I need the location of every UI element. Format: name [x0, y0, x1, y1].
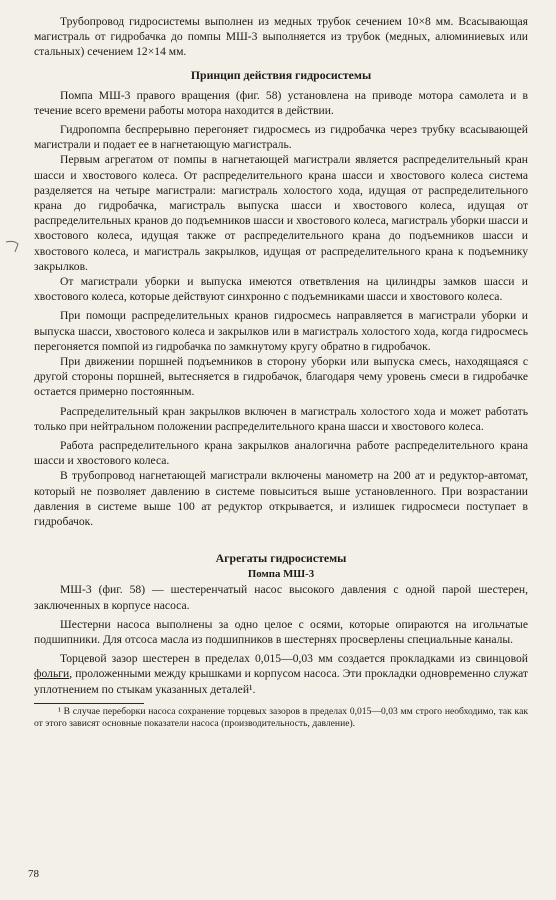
underlined-word: фольги [34, 667, 70, 681]
section-heading-principle: Принцип действия гидросистемы [190, 67, 372, 82]
footnote: ¹ В случае переборки насоса сохранение торцевых зазоров в пределах 0,015—0,03 мм строго необходимо, так как от этого зависят основные показатели насоса (производительность, давление). [34, 705, 528, 729]
paragraph-text: Торцевой зазор шестерен в пределах 0,015—0,03 мм создается прокладками из свинцовой [60, 652, 528, 666]
page-number: 78 [28, 868, 39, 880]
footnote-rule [34, 703, 144, 704]
subsection-heading-pump: Помпа МШ-3 [247, 568, 315, 581]
paragraph: В трубопровод нагнетающей магистрали включены манометр на 200 ат и редуктор-автомат, который не позволяет давлению в системе повыситься выше установленного. При возрастании давления в системе выше 100 ат редуктор открывается, и излишек гидросмеси поступает в гидробачок. [34, 469, 528, 529]
paragraph: От магистрали уборки и выпуска имеются ответвления на цилиндры замков шасси и хвостового колеса, которые действуют синхронно с подъемниками шасси и хвостового колеса. [34, 275, 528, 304]
paragraph-text: , проложенными между крышками и корпусом насоса. Эти прокладки одновременно служат уплотнением по стыкам указанных деталей¹. [34, 667, 528, 696]
paragraph: МШ-3 (фиг. 58) — шестеренчатый насос высокого давления с одной парой шестерен, заключенных в корпусе насоса. [34, 583, 528, 612]
paragraph: Первым агрегатом от помпы в нагнетающей магистрали является распределительный кран шасси и хвостового колеса. От распределительного крана шасси и хвостового колеса система разделяется на четыре магистрали: магистраль холостого хода, идущая от распределительного крана до гидробачка, магистраль выпуска шасси и хвостового колеса, идущая от распределительных кранов до подъемников шасси и хвостового колеса, магистраль уборки шасси и хвостового колеса, идущая также от распределительного крана до подъемников шасси и хвостового колеса, и магистраль закрылков, идущая от распределительного крана к подъемнику закрылков. [34, 153, 528, 273]
section-heading-aggregates: Агрегаты гидросистемы [215, 551, 347, 566]
paragraph: Помпа МШ-3 правого вращения (фиг. 58) установлена на приводе мотора самолета и в течение всего времени работы мотора находится в действии. [34, 88, 528, 117]
paragraph: При помощи распределительных кранов гидросмесь направляется в магистрали уборки и выпуска шасси, хвостового колеса и закрылков или в магистраль холостого хода, когда гидросмесь перегоняется помпой из гидробачка по замкнутому кругу обратно в гидробачок. [34, 309, 528, 353]
pencil-mark-icon [4, 236, 30, 256]
paragraph: При движении поршней подъемников в сторону уборки или выпуска смесь, находящаяся с другой стороны поршней, вытесняется в гидробачок, благодаря чему уровень смеси в гидробачке остается примерно постоянным. [34, 355, 528, 399]
paragraph: Распределительный кран закрылков включен в магистраль холостого хода и может работать только при нейтральном положении распределительного крана шасси и хвостового колеса. [34, 404, 528, 433]
paragraph: Шестерни насоса выполнены за одно целое с осями, которые опираются на игольчатые подшипники. Для отсоса масла из подшипников в шестернях просверлены специальные каналы. [34, 617, 528, 646]
paragraph: Гидропомпа беспрерывно перегоняет гидросмесь из гидробачка через трубку всасывающей магистрали и подает ее в нагнетающую магистраль. [34, 123, 528, 152]
intro-paragraph: Трубопровод гидросистемы выполнен из медных трубок сечением 10×8 мм. Всасывающая магистраль от гидробачка до помпы МШ-3 выполняется из трубок (медных, алюминиевых или стальных) сечением 12×14 мм. [34, 15, 528, 59]
paragraph: Работа распределительного крана закрылков аналогична работе распределительного крана шасси и хвостового колеса. [34, 439, 528, 468]
paragraph [34, 651, 528, 697]
